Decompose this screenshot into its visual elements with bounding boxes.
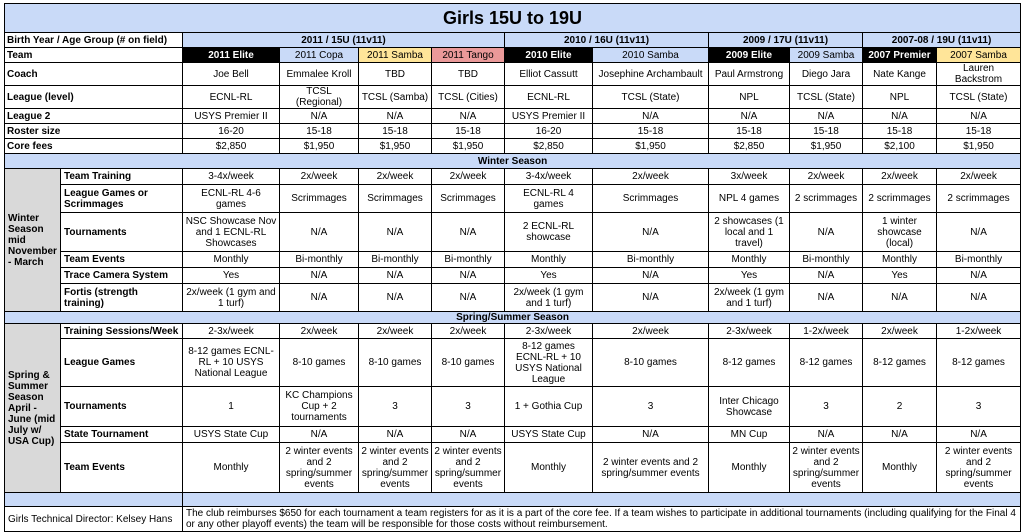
cell-value: 16-20 <box>183 124 280 139</box>
cell-value: N/A <box>359 427 432 443</box>
cell-value: N/A <box>432 213 505 252</box>
cell-value: USYS Premier II <box>505 109 593 124</box>
cell-value: 2 scrimmages <box>937 185 1021 213</box>
cell-value: TCSL (State) <box>937 86 1021 109</box>
cell-value: N/A <box>432 268 505 284</box>
cell-value: 15-18 <box>937 124 1021 139</box>
cell-value: Josephine Archambault <box>593 63 709 86</box>
cell-value: TBD <box>432 63 505 86</box>
section-header-row <box>5 312 1021 324</box>
cell-value: 2x/week <box>359 324 432 339</box>
cell-value: N/A <box>593 109 709 124</box>
age-group-2011: 2011 / 15U (11v11) <box>183 33 505 48</box>
cell-value: Bi-monthly <box>432 252 505 268</box>
cell-value: TCSL (Samba) <box>359 86 432 109</box>
cell-value: 2 winter events and 2 spring/summer events <box>359 443 432 493</box>
cell-value: N/A <box>432 427 505 443</box>
footer-row <box>5 507 1021 532</box>
cell-value: Monthly <box>505 252 593 268</box>
cell-value: 2-3x/week <box>709 324 790 339</box>
technical-director: Girls Technical Director: Kelsey Hans <box>5 507 183 532</box>
season-row <box>5 284 1021 312</box>
season-row <box>5 185 1021 213</box>
season-row <box>5 443 1021 493</box>
team-name: 2010 Elite <box>505 48 593 63</box>
cell-value: 2x/week (1 gym and 1 turf) <box>709 284 790 312</box>
cell-value: $1,950 <box>790 139 863 154</box>
cell-value: 15-18 <box>280 124 359 139</box>
team-row <box>5 48 1021 63</box>
spacer-row <box>5 493 1021 507</box>
row-label: Trace Camera System <box>61 268 183 284</box>
team-name: 2009 Samba <box>790 48 863 63</box>
cell-value: Monthly <box>709 252 790 268</box>
cell-value: Yes <box>863 268 937 284</box>
age-group-row <box>5 33 1021 48</box>
cell-value: 2x/week <box>863 169 937 185</box>
row-label: League 2 <box>5 109 183 124</box>
cell-value: Scrimmages <box>280 185 359 213</box>
cell-value: NSC Showcase Nov and 1 ECNL-RL Showcases <box>183 213 280 252</box>
birth-year-label: Birth Year / Age Group (# on field) <box>5 33 183 48</box>
cell-value: Nate Kange <box>863 63 937 86</box>
cell-value: N/A <box>593 427 709 443</box>
info-row <box>5 109 1021 124</box>
cell-value: Monthly <box>863 252 937 268</box>
cell-value: 2 winter events and 2 spring/summer events <box>280 443 359 493</box>
cell-value: ECNL-RL <box>505 86 593 109</box>
cell-value: N/A <box>937 427 1021 443</box>
cell-value: N/A <box>280 109 359 124</box>
cell-value: 8-12 games ECNL-RL + 10 USYS National League <box>183 339 280 387</box>
row-label: Coach <box>5 63 183 86</box>
season-row <box>5 324 1021 339</box>
cell-value: N/A <box>280 213 359 252</box>
cell-value: TCSL (State) <box>593 86 709 109</box>
cell-value: 15-18 <box>863 124 937 139</box>
cell-value: 2-3x/week <box>183 324 280 339</box>
row-label: Core fees <box>5 139 183 154</box>
cell-value: N/A <box>863 109 937 124</box>
cell-value: 8-12 games ECNL-RL + 10 USYS National League <box>505 339 593 387</box>
cell-value: N/A <box>709 109 790 124</box>
cell-value: N/A <box>359 109 432 124</box>
cell-value: USYS State Cup <box>183 427 280 443</box>
cell-value: N/A <box>937 284 1021 312</box>
cell-value: 1 + Gothia Cup <box>505 387 593 427</box>
cell-value: TCSL (State) <box>790 86 863 109</box>
cell-value: N/A <box>359 284 432 312</box>
cell-value: 2 ECNL-RL showcase <box>505 213 593 252</box>
cell-value: Monthly <box>863 443 937 493</box>
team-name: 2007 Premier <box>863 48 937 63</box>
cell-value: Monthly <box>709 443 790 493</box>
cell-value: N/A <box>432 284 505 312</box>
page-title: Girls 15U to 19U <box>5 4 1021 33</box>
cell-value: 15-18 <box>432 124 505 139</box>
cell-value: NPL 4 games <box>709 185 790 213</box>
cell-value: N/A <box>359 268 432 284</box>
cell-value: 15-18 <box>359 124 432 139</box>
cell-value: 2 showcases (1 local and 1 travel) <box>709 213 790 252</box>
spring-season-header: Spring/Summer Season <box>5 312 1021 324</box>
cell-value: 1 winter showcase (local) <box>863 213 937 252</box>
row-label: Team Training <box>61 169 183 185</box>
row-label: State Tournament <box>61 427 183 443</box>
cell-value: 8-12 games <box>863 339 937 387</box>
cell-value: TCSL (Cities) <box>432 86 505 109</box>
cell-value: 3x/week <box>709 169 790 185</box>
cell-value: Inter Chicago Showcase <box>709 387 790 427</box>
cell-value: N/A <box>937 109 1021 124</box>
cell-value: $2,850 <box>709 139 790 154</box>
cell-value: Yes <box>183 268 280 284</box>
blank-cell <box>183 493 1021 507</box>
age-group-2007-08: 2007-08 / 19U (11v11) <box>863 33 1021 48</box>
cell-value: 2x/week <box>359 169 432 185</box>
cell-value: $1,950 <box>359 139 432 154</box>
cell-value: $2,850 <box>505 139 593 154</box>
row-label: Team Events <box>61 443 183 493</box>
cell-value: $2,850 <box>183 139 280 154</box>
info-row <box>5 124 1021 139</box>
cell-value: 8-12 games <box>937 339 1021 387</box>
team-name: 2011 Copa <box>280 48 359 63</box>
cell-value: Yes <box>505 268 593 284</box>
cell-value: N/A <box>359 213 432 252</box>
cell-value: NPL <box>863 86 937 109</box>
team-name: 2011 Tango <box>432 48 505 63</box>
cell-value: 3 <box>593 387 709 427</box>
cell-value: 2-3x/week <box>505 324 593 339</box>
row-label: League (level) <box>5 86 183 109</box>
cell-value: 2 winter events and 2 spring/summer events <box>790 443 863 493</box>
cell-value: 15-18 <box>790 124 863 139</box>
cell-value: 2x/week (1 gym and 1 turf) <box>505 284 593 312</box>
cell-value: N/A <box>432 109 505 124</box>
cell-value: 2 winter events and 2 spring/summer events <box>937 443 1021 493</box>
cell-value: N/A <box>593 268 709 284</box>
cell-value: Paul Armstrong <box>709 63 790 86</box>
cell-value: N/A <box>593 284 709 312</box>
cell-value: KC Champions Cup + 2 tournaments <box>280 387 359 427</box>
cell-value: Yes <box>709 268 790 284</box>
season-row <box>5 339 1021 387</box>
cell-value: Monthly <box>505 443 593 493</box>
info-row <box>5 139 1021 154</box>
cell-value: 2 scrimmages <box>790 185 863 213</box>
team-name: 2011 Samba <box>359 48 432 63</box>
cell-value: Elliot Cassutt <box>505 63 593 86</box>
team-name: 2011 Elite <box>183 48 280 63</box>
season-row <box>5 387 1021 427</box>
cell-value: N/A <box>863 284 937 312</box>
row-label: Roster size <box>5 124 183 139</box>
cell-value: Scrimmages <box>432 185 505 213</box>
cell-value: USYS Premier II <box>183 109 280 124</box>
cell-value: 3 <box>359 387 432 427</box>
cell-value: N/A <box>280 284 359 312</box>
cell-value: 8-12 games <box>709 339 790 387</box>
cell-value: MN Cup <box>709 427 790 443</box>
row-label: League Games <box>61 339 183 387</box>
cell-value: Bi-monthly <box>359 252 432 268</box>
cell-value: Diego Jara <box>790 63 863 86</box>
cell-value: Bi-monthly <box>280 252 359 268</box>
blank-cell <box>5 493 183 507</box>
cell-value: N/A <box>863 427 937 443</box>
cell-value: 15-18 <box>709 124 790 139</box>
program-table <box>4 3 1021 532</box>
spring-side-label: Spring & Summer Season April - June (mid July w/ USA Cup) <box>5 324 61 493</box>
cell-value: 15-18 <box>593 124 709 139</box>
cell-value: 1-2x/week <box>937 324 1021 339</box>
cell-value: ECNL-RL 4-6 games <box>183 185 280 213</box>
cell-value: 2 winter events and 2 spring/summer events <box>432 443 505 493</box>
cell-value: N/A <box>937 213 1021 252</box>
team-name: 2009 Elite <box>709 48 790 63</box>
cell-value: 3 <box>790 387 863 427</box>
cell-value: 2x/week <box>593 169 709 185</box>
info-row <box>5 86 1021 109</box>
cell-value: Bi-monthly <box>790 252 863 268</box>
cell-value: Bi-monthly <box>593 252 709 268</box>
cell-value: 2x/week <box>432 169 505 185</box>
cell-value: N/A <box>790 284 863 312</box>
cell-value: N/A <box>280 268 359 284</box>
cell-value: N/A <box>790 427 863 443</box>
cell-value: TCSL (Regional) <box>280 86 359 109</box>
age-group-2010: 2010 / 16U (11v11) <box>505 33 709 48</box>
reimbursement-note: The club reimburses $650 for each tournament a team registers for as it is a part of the core fee. If a team wishes to participate in additional tournaments (including qualifying for the Final 4 or any other playoff events) the team will be responsible for those costs without reimbursement. <box>183 507 1021 532</box>
cell-value: Monthly <box>183 443 280 493</box>
cell-value: Emmalee Kroll <box>280 63 359 86</box>
cell-value: Bi-monthly <box>937 252 1021 268</box>
team-label: Team <box>5 48 183 63</box>
cell-value: N/A <box>790 213 863 252</box>
cell-value: ECNL-RL 4 games <box>505 185 593 213</box>
row-label: Team Events <box>61 252 183 268</box>
cell-value: 2x/week <box>937 169 1021 185</box>
cell-value: Scrimmages <box>359 185 432 213</box>
cell-value: ECNL-RL <box>183 86 280 109</box>
cell-value: $1,950 <box>432 139 505 154</box>
row-label: Fortis (strength training) <box>61 284 183 312</box>
team-name: 2010 Samba <box>593 48 709 63</box>
season-row <box>5 169 1021 185</box>
cell-value: $1,950 <box>280 139 359 154</box>
winter-season-header: Winter Season <box>5 154 1021 169</box>
cell-value: 1-2x/week <box>790 324 863 339</box>
cell-value: 8-10 games <box>359 339 432 387</box>
cell-value: 2x/week <box>432 324 505 339</box>
cell-value: 2x/week <box>280 169 359 185</box>
cell-value: 2x/week <box>280 324 359 339</box>
cell-value: N/A <box>593 213 709 252</box>
cell-value: 2 <box>863 387 937 427</box>
row-label: Tournaments <box>61 213 183 252</box>
season-row <box>5 252 1021 268</box>
cell-value: N/A <box>790 268 863 284</box>
cell-value: TBD <box>359 63 432 86</box>
cell-value: $1,950 <box>593 139 709 154</box>
info-row <box>5 63 1021 86</box>
section-header-row <box>5 154 1021 169</box>
row-label: League Games or Scrimmages <box>61 185 183 213</box>
schedule-sheet <box>4 3 1020 532</box>
cell-value: 8-10 games <box>593 339 709 387</box>
cell-value: NPL <box>709 86 790 109</box>
cell-value: N/A <box>790 109 863 124</box>
cell-value: 2x/week (1 gym and 1 turf) <box>183 284 280 312</box>
cell-value: 2x/week <box>593 324 709 339</box>
row-label: Training Sessions/Week <box>61 324 183 339</box>
row-label: Tournaments <box>61 387 183 427</box>
cell-value: 16-20 <box>505 124 593 139</box>
cell-value: 3 <box>937 387 1021 427</box>
cell-value: 2x/week <box>790 169 863 185</box>
cell-value: N/A <box>937 268 1021 284</box>
age-group-2009: 2009 / 17U (11v11) <box>709 33 863 48</box>
cell-value: 8-10 games <box>432 339 505 387</box>
cell-value: Lauren Backstrom <box>937 63 1021 86</box>
cell-value: 8-10 games <box>280 339 359 387</box>
cell-value: 2 scrimmages <box>863 185 937 213</box>
cell-value: 3-4x/week <box>505 169 593 185</box>
cell-value: 2 winter events and 2 spring/summer events <box>593 443 709 493</box>
cell-value: Joe Bell <box>183 63 280 86</box>
cell-value: Scrimmages <box>593 185 709 213</box>
season-row <box>5 268 1021 284</box>
cell-value: $2,100 <box>863 139 937 154</box>
team-name: 2007 Samba <box>937 48 1021 63</box>
cell-value: $1,950 <box>937 139 1021 154</box>
cell-value: Monthly <box>183 252 280 268</box>
cell-value: 3 <box>432 387 505 427</box>
cell-value: 8-12 games <box>790 339 863 387</box>
cell-value: 2x/week <box>863 324 937 339</box>
cell-value: 1 <box>183 387 280 427</box>
winter-side-label: Winter Season mid November - March <box>5 169 61 312</box>
cell-value: 3-4x/week <box>183 169 280 185</box>
cell-value: N/A <box>280 427 359 443</box>
cell-value: USYS State Cup <box>505 427 593 443</box>
season-row <box>5 213 1021 252</box>
season-row <box>5 427 1021 443</box>
